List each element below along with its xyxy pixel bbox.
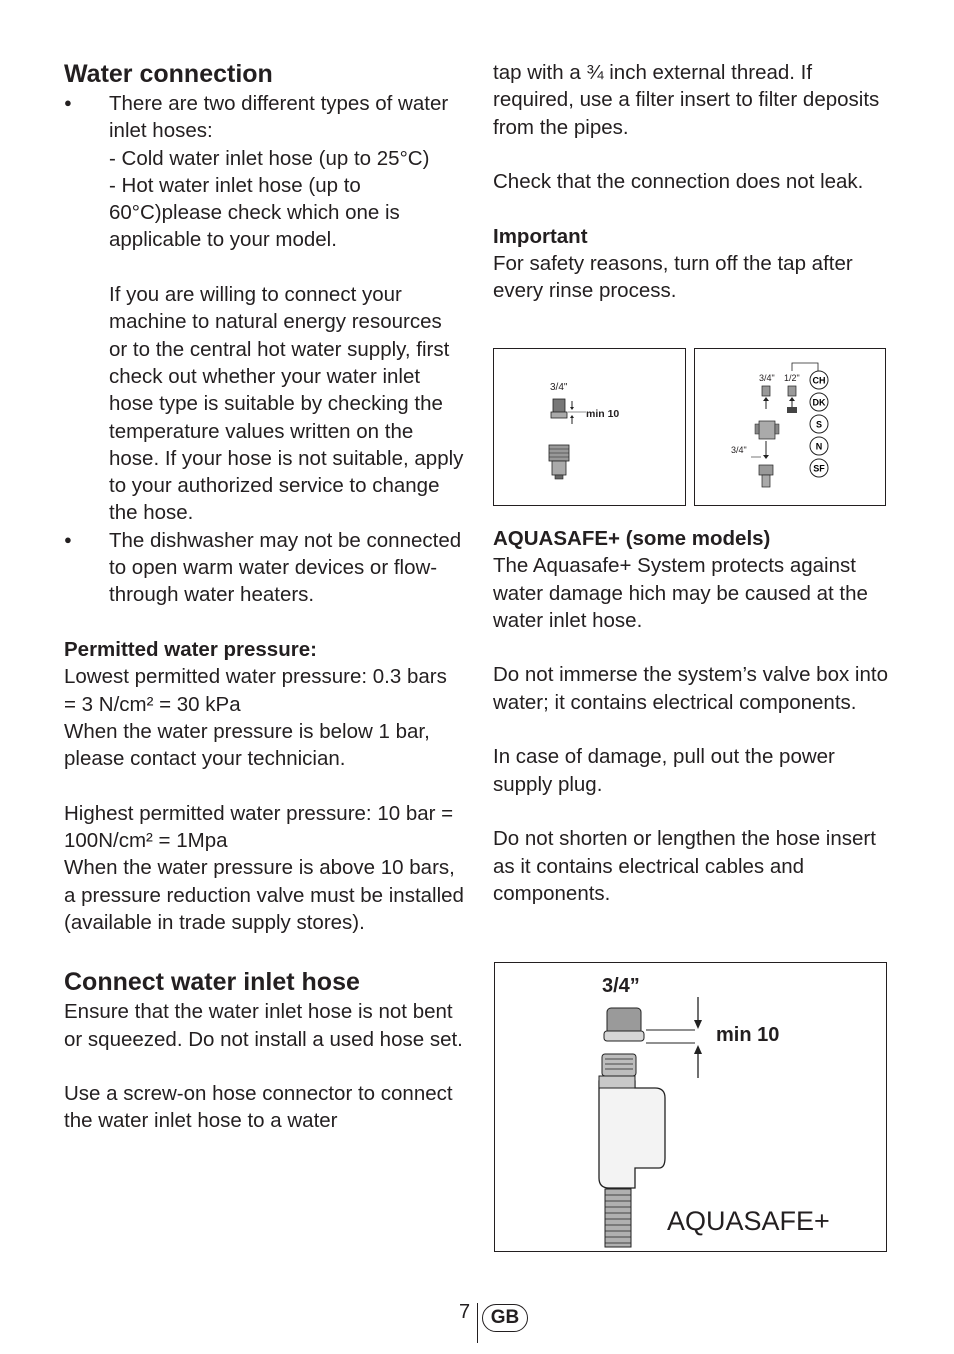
cold-hose-text: - Cold water inlet hose (up to 25°C): [109, 146, 430, 170]
central-supply-text: If you are willing to connect your machine to natural energy resources or to the central hot water supply, first check out whether your water inlet hose type is suitable by checking the temperature values written on the hose. If your hose is not suitable, apply to your authorized service to change the hose.: [109, 283, 464, 525]
figure-country-threads: [694, 348, 886, 506]
aquasafe-diagram: [495, 963, 886, 1251]
pressure-low: Lowest permitted water pressure: 0.3 bars = 3 N/cm² = 30 kPa: [64, 665, 447, 716]
min-distance-label: min 10: [586, 408, 620, 420]
aquasafe-thread-label: 3/4”: [602, 975, 640, 997]
connect-text-1: Ensure that the water inlet hose is not bent or squeezed. Do not install a used hose set.: [64, 1000, 463, 1051]
country-dk: DK: [812, 397, 826, 408]
figure-tap-thread: [493, 348, 686, 506]
thread-c-label: 3/4": [731, 445, 747, 455]
aquasafe-min-label: min 10: [716, 1024, 780, 1046]
thread-continuation: tap with a ¾ inch external thread. If required, use a filter insert to filter deposits from the pipes.: [493, 61, 880, 139]
country-list: [810, 371, 828, 477]
pressure-low-note: When the water pressure is below 1 bar, please contact your technician.: [64, 719, 430, 771]
aquasafe-text-2: Do not immerse the system’s valve box into water; it contains electrical components.: [493, 663, 888, 714]
aquasafe-label: AQUASAFE+: [667, 1206, 830, 1236]
language-badge: GB: [482, 1304, 528, 1332]
pressure-high: Highest permitted water pressure: 10 bar = 100N/cm² = 1Mpa: [64, 801, 454, 853]
hot-hose-text: - Hot water inlet hose (up to 60°C)please check which one is applicable to your model.: [109, 173, 400, 252]
aquasafe-text-4: Do not shorten or lengthen the hose insert as it contains electrical cables and components.: [493, 827, 876, 905]
country-s: S: [815, 419, 823, 430]
country-sf: SF: [813, 463, 825, 474]
bullet-icon: [64, 527, 109, 609]
heading-water-connection: Water connection: [64, 60, 273, 88]
aquasafe-heading: AQUASAFE+ (some models): [493, 527, 771, 550]
page-number: 7: [459, 1301, 471, 1323]
leak-check-text: Check that the connection does not leak.: [493, 170, 864, 194]
aquasafe-section: [493, 525, 893, 907]
country-threads-diagram: [695, 349, 885, 505]
footer-divider: [477, 1303, 478, 1343]
figure-aquasafe: [494, 962, 887, 1252]
warm-water-text: The dishwasher may not be connected to open warm water devices or flow-through water heaters.: [109, 528, 462, 607]
important-heading: Important: [493, 224, 588, 248]
thread-a-label: 3/4": [759, 373, 775, 383]
bullet-warm-water: [64, 527, 464, 609]
pressure-heading: Permitted water pressure:: [64, 637, 317, 661]
bullet-icon: [64, 90, 109, 527]
bullet-hose-types: [64, 90, 464, 527]
thread-size-label: 3/4": [550, 382, 568, 393]
tap-thread-diagram: [494, 349, 685, 505]
left-column: [64, 58, 464, 1135]
connect-text-2: Use a screw-on hose connector to connect the water inlet hose to a water: [64, 1082, 453, 1133]
country-ch: CH: [812, 375, 826, 386]
country-n: N: [815, 441, 823, 452]
thread-b-label: 1/2": [784, 373, 800, 383]
aquasafe-text-1: The Aquasafe+ System protects against water damage hich may be caused at the water inlet hose.: [493, 554, 868, 632]
right-column: [493, 59, 893, 305]
hose-types-intro: There are two different types of water inlet hoses:: [109, 92, 449, 143]
aquasafe-text-3: In case of damage, pull out the power supply plug.: [493, 745, 835, 796]
important-text: For safety reasons, turn off the tap after every rinse process.: [493, 252, 853, 303]
page-footer: [459, 1301, 470, 1324]
pressure-high-note: When the water pressure is above 10 bars, a pressure reduction valve must be installed (available in trade supply stores).: [64, 856, 464, 934]
heading-connect-hose: Connect water inlet hose: [64, 968, 360, 997]
